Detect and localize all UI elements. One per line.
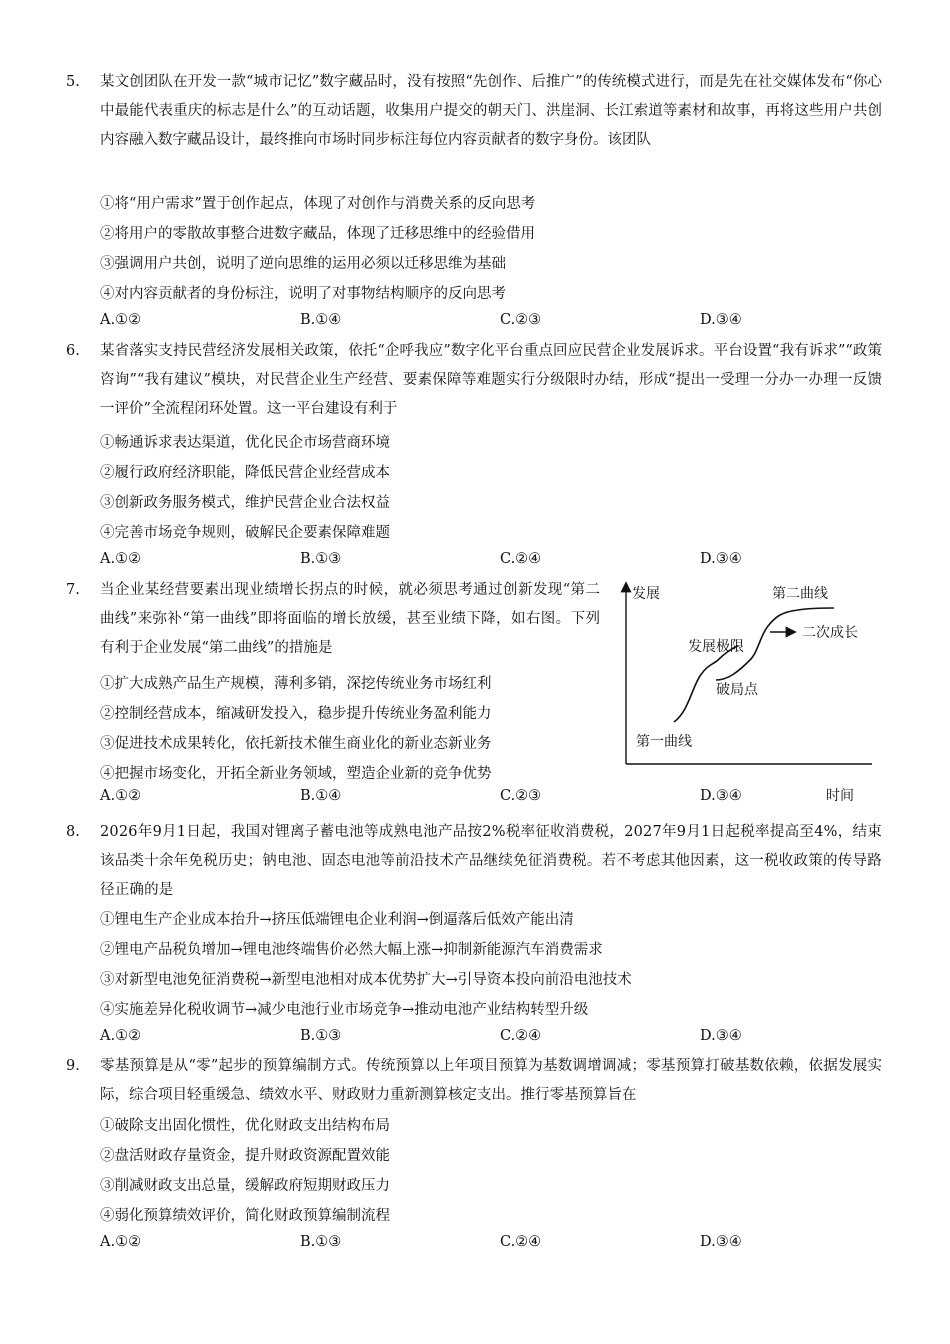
question-number: 9.	[66, 1058, 80, 1074]
x-axis-label: 时间	[826, 788, 854, 804]
question-stem: 2026年9月1日起，我国对锂离子蓄电池等成熟电池产品按2%税率征收消费税，2027年9月1日起税率提高至4%，结束该品类十余年免税历史；钠电池、固态电池等前沿技术产品继续免征消费税。若不考虑其他因素，这一税收政策的传导路径正确的是	[100, 824, 882, 898]
choice-b: B.①④	[300, 312, 342, 328]
option-1: ①将“用户需求”置于创作起点，体现了对创作与消费关系的反向思考	[100, 196, 536, 212]
option-1: ①扩大成熟产品生产规模，薄利多销，深挖传统业务市场红利	[100, 676, 492, 692]
answer-choices	[100, 551, 882, 573]
choice-b: B.①④	[300, 788, 342, 804]
option-4: ④弱化预算绩效评价，简化财政预算编制流程	[100, 1208, 390, 1224]
choice-c: C.②③	[500, 788, 542, 804]
label-secondary-growth: 二次成长	[802, 625, 858, 641]
choice-a: A.①②	[100, 312, 142, 328]
question-number: 6.	[66, 343, 80, 359]
choice-d: D.③④	[700, 1234, 742, 1250]
answer-choices	[100, 1234, 882, 1256]
option-1: ①锂电生产企业成本抬升→挤压低端锂电企业利润→倒逼落后低效产能出清	[100, 912, 574, 928]
answer-choices	[100, 1028, 882, 1050]
option-2: ②履行政府经济职能，降低民营企业经营成本	[100, 465, 390, 481]
y-axis-label: 发展	[632, 586, 660, 602]
option-3: ③促进技术成果转化，依托新技术催生商业化的新业态新业务	[100, 736, 492, 752]
answer-choices	[100, 312, 882, 334]
label-second-curve: 第二曲线	[772, 586, 828, 602]
option-2: ②盘活财政存量资金，提升财政资源配置效能	[100, 1148, 390, 1164]
option-3: ③强调用户共创，说明了逆向思维的运用必须以迁移思维为基础	[100, 256, 506, 272]
option-4: ④对内容贡献者的身份标注，说明了对事物结构顺序的反向思考	[100, 286, 506, 302]
option-3: ③创新政务服务模式，维护民营企业合法权益	[100, 495, 390, 511]
choice-b: B.①③	[300, 1028, 342, 1044]
choice-d: D.③④	[700, 312, 742, 328]
option-4: ④实施差异化税收调节→减少电池行业市场竞争→推动电池产业结构转型升级	[100, 1002, 589, 1018]
choice-a: A.①②	[100, 551, 142, 567]
question-number: 8.	[66, 824, 80, 840]
choice-c: C.②④	[500, 551, 542, 567]
choice-c: C.②④	[500, 1234, 542, 1250]
second-curve-diagram	[612, 576, 878, 806]
question-stem: 某文创团队在开发一款“城市记忆”数字藏品时，没有按照“先创作、后推广”的传统模式进行，而是先在社交媒体发布“你心中最能代表重庆的标志是什么”的互动话题，收集用户提交的朝天门、洪崖洞、长江索道等素材和故事，再将这些用户共创内容融入数字藏品设计，最终推向市场时同步标注每位内容贡献者的数字身份。该团队	[100, 74, 882, 148]
option-2: ②将用户的零散故事整合进数字藏品，体现了迁移思维中的经验借用	[100, 226, 535, 242]
question-number: 5.	[66, 74, 80, 90]
question-stem: 零基预算是从“零”起步的预算编制方式。传统预算以上年项目预算为基数调增调减；零基预算打破基数依赖，依据发展实际，综合项目轻重缓急、绩效水平、财政财力重新测算核定支出。推行零基预算旨在	[100, 1058, 882, 1103]
option-1: ①破除支出固化惯性，优化财政支出结构布局	[100, 1118, 390, 1134]
label-peak: 发展极限	[688, 639, 744, 655]
choice-c: C.②③	[500, 312, 542, 328]
option-4: ④把握市场变化，开拓全新业务领域，塑造企业新的竞争优势	[100, 766, 492, 782]
choice-b: B.①③	[300, 1234, 342, 1250]
choice-b: B.①③	[300, 551, 342, 567]
option-1: ①畅通诉求表达渠道，优化民企市场营商环境	[100, 435, 390, 451]
choice-a: A.①②	[100, 1234, 142, 1250]
option-2: ②控制经营成本，缩减研发投入，稳步提升传统业务盈利能力	[100, 706, 492, 722]
question-number: 7.	[66, 582, 80, 598]
question-stem: 当企业某经营要素出现业绩增长拐点的时候，就必须思考通过创新发现“第二曲线”来弥补“第一曲线”即将面临的增长放缓，甚至业绩下降，如右图。下列有利于企业发展“第二曲线”的措施是	[100, 582, 600, 656]
option-4: ④完善市场竞争规则，破解民企要素保障难题	[100, 525, 390, 541]
option-3: ③削减财政支出总量，缓解政府短期财政压力	[100, 1178, 390, 1194]
label-first-curve: 第一曲线	[636, 734, 692, 750]
choice-d: D.③④	[700, 1028, 742, 1044]
choice-a: A.①②	[100, 1028, 142, 1044]
choice-d: D.③④	[700, 788, 742, 804]
second-curve-figure	[612, 576, 878, 806]
choice-a: A.①②	[100, 788, 142, 804]
option-3: ③对新型电池免征消费税→新型电池相对成本优势扩大→引导资本投向前沿电池技术	[100, 972, 632, 988]
question-stem: 某省落实支持民营经济发展相关政策，依托“企呼我应”数字化平台重点回应民营企业发展诉求。平台设置“我有诉求”“政策咨询”“我有建议”模块，对民营企业生产经营、要素保障等难题实行分级限时办结，形成“提出一受理一分办一办理一反馈一评价”全流程闭环处置。这一平台建设有利于	[100, 343, 882, 417]
choice-d: D.③④	[700, 551, 742, 567]
label-break-point: 破局点	[716, 682, 758, 698]
option-2: ②锂电产品税负增加→锂电池终端售价必然大幅上涨→抑制新能源汽车消费需求	[100, 942, 603, 958]
choice-c: C.②④	[500, 1028, 542, 1044]
